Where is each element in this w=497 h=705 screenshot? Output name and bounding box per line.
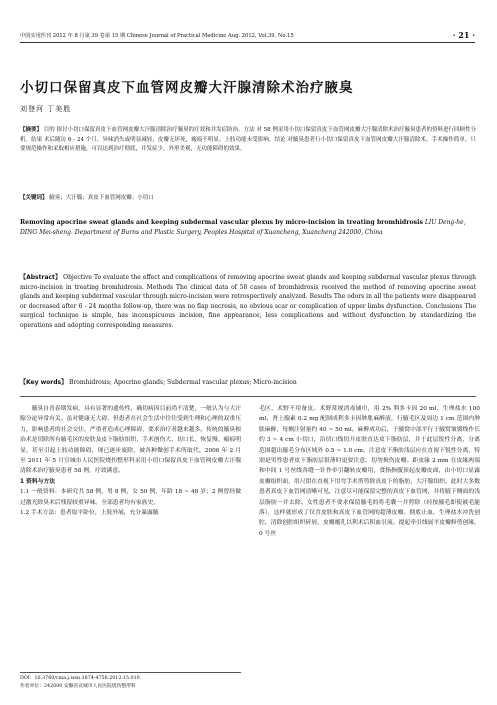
author-list: 刘登河 丁美胜: [20, 105, 72, 113]
english-abstract: [20, 273, 476, 331]
english-heading: [20, 218, 476, 237]
english-keywords-text: Bromhidrosis; Apocrine glands; Subdermal vascular plexus; Micro-incision: [69, 379, 297, 386]
keywords-text: 腋臭；大汗腺；真皮下血管网皮瓣；小切口: [49, 195, 154, 201]
subsection-general: 1.1 一般资料：本研究共 58 例，男 8 例，女 50 例，年龄 18 ~ 48 岁；2 例曾经做过激光除臭术后残留较重异味。全部患者均有家族史。: [20, 489, 241, 506]
chinese-keywords: [20, 193, 476, 201]
body-column-right: [259, 404, 480, 539]
english-keywords-label: 【Key words】: [20, 379, 68, 386]
journal-citation: 中国实用医刊 2012 年 8 月第 39 卷第 15 期 Chinese Journal of Practical Medicine Aug. 2012, Vol.39, No.15: [20, 33, 294, 39]
abstract-label: 【摘要】: [20, 127, 43, 133]
english-title: Removing apocrine sweat glands and keeping subdermal vascular plexus by micro-incision in treating bromhidrosis: [20, 219, 423, 226]
english-abstract-label: 【Abstract】: [20, 274, 62, 281]
page-number: · 21 ·: [452, 30, 475, 40]
section-heading: 1 资料与方法: [20, 478, 56, 485]
subsection-method: 1.2 手术方法：患者取平卧位，上肢外展，充分暴露腋: [20, 510, 159, 517]
body-column-left: [20, 404, 241, 518]
method-paragraph: 毛区，术野不用备皮。术野常规消毒铺巾，用 2% 利多卡因 20 ml，生理盐水 100 ml，肾上腺素 0.2 mg 配制成利多卡因肿胀麻醉液，行腋毛区及周边 1 cm 范围内肿胀麻醉，每侧注射量约 40 ~ 50 ml。麻醉成功后，于腋窝中部平行于腋窝皱襞线作长约 3 ~ 4 cm 小切口，沿切口线切开皮肤直达皮下脂肪层，并于此层锐性分离，分离范围超出腋毛分布区域外 0.5 ~ 1.0 cm。注意皮下脂肪浅层应在直视下锐性分离，特别是男性患者皮下脂肪层很薄时更要注意，切勿损伤皮瓣。距皮缘 2 mm 在皮缘两端和中间 1 号丝线各缝一针作牵引翻转皮瓣用，食指指腹顶起皮瓣皮面，由小切口显露皮瓣组织面，用尺钳在直视下用弯手术剪剪除真皮下的脂肪、大汗腺组织。此时大多数患者真皮下血管网清晰可见，注意尽可能保留完整的真皮下血管网，并将腋下侧面的浅层脂肪一并去除。女性患者不要求保留腋毛的将毛囊一并剪除（轻按腋毛即使被毛能落），这样就形成了仅含皮肤和真皮下血管网的超薄皮瓣。彻底止血，生理盐水冲洗创腔，清除创腔组织碎屑，皮瓣覆孔以利术后积血引流。提起牵引线展平皮瓣修剪创缘，0 号丝: [259, 406, 480, 537]
english-keywords: [20, 377, 476, 386]
english-authors: LIU Deng-he, DING Mei-sheng. Department of Burns and Plastic Surgery, Peoples Hospital of Xuancheng, Xuancheng 242000, China: [20, 219, 466, 236]
chinese-abstract: [20, 126, 476, 155]
english-abstract-text: Objective To evaluate the effect and complications of removing apocrine sweat glands and keeping subdermal vascular plexus through micro-incision in treating bromhidrosis. Methods The clinical data of 58 cases of bromhidrosis received the method of removing apocrine sweat glands and keeping subdermal vascular through micro-incision were retrospectively analyzed. Results The odors in all the patients were disappeared or decreased after 6 - 24 months follow-up, there was no flap necrosis, no obvious scar or complication of upper limbs dysfunction. Conclusions The surgical technique is simple, has inconspicuous incision, fine appearance, less complications and without dysfunction by standardizing the operations and adopting corresponding measures.: [20, 274, 476, 329]
abstract-text: 目的 探讨小切口保留真皮下血管网皮瓣大汗腺清除治疗腋臭的疗效和并发症防治。方法 对 58 例采用小切口保留真皮下血管网皮瓣大汗腺清除术治疗腋臭患者的资料进行回顾性分析。结果 术后随访 6 - 24 个月，异味消失或明显减轻，皮瓣无坏死，瘢痕不明显，上肢功能未受影响。结论 对腋臭患者行小切口保留真皮下血管网皮瓣大汗腺清除术，手术操作简单，只要规范操作和采取相应措施，可以达到治疗彻底，并发症少，外形美观，无功能障碍的效果。: [20, 127, 476, 152]
keywords-label: 【关键词】: [20, 195, 48, 201]
article-title: 小切口保留真皮下血管网皮瓣大汗腺清除术治疗腋臭: [20, 80, 354, 96]
running-header: [20, 30, 475, 43]
section-divider: [20, 396, 476, 397]
intro-paragraph: 腋臭自青春期发病，具有显著的遗传性，确切病因目前尚不清楚，一般认为与大汗腺分泌异常有关。虽对健康无大碍，但患者在社会生活中往往受到生理和心理的双重压力，影响患者的社会交往，严重者造成心理障碍，要求治疗者越来越多。传统的腋臭根治术是切除所有腋毛区的皮肤及皮下脂肪组织，手术创伤大、切口长、恢复慢、瘢痕明显，甚至引起上肢功能障碍，现已逐步废除，被各种微创手术所取代。2006 年 2 月至 2011 年 5 月宣城市人民医院烧伤整形科采用小切口保留真皮下血管网皮瓣大汗腺清除术治疗腋臭患者 58 例，疗效满意。: [20, 406, 241, 475]
footnote: DOI：10.3760/cma.j.issn.1674-4756.2012.15.010 作者单位：242000 安徽省宣城市人民医院烧伤整形科: [20, 672, 241, 691]
